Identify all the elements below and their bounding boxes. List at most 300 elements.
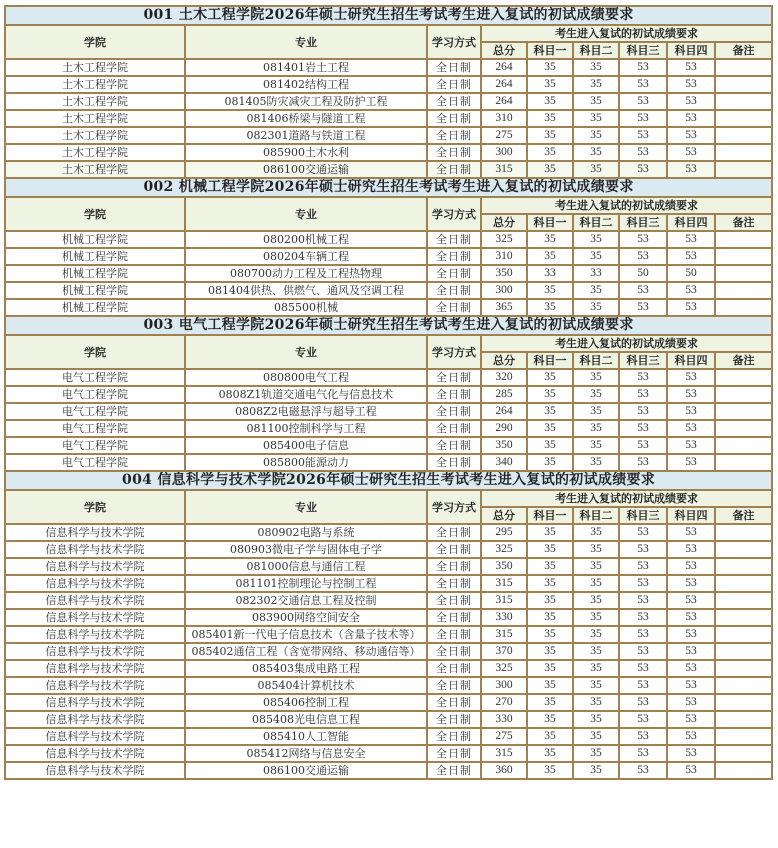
table-row [5,265,772,282]
cell-subject2: 35 [573,420,619,437]
cell-subject3: 53 [619,711,667,728]
cell-college: 土木工程学院 [5,144,185,161]
cell-subject3: 53 [619,93,667,110]
table-row [5,745,772,762]
cell-college: 土木工程学院 [5,110,185,127]
col-header-college: 学院 [5,335,185,369]
table-row [5,609,772,626]
cell-study-mode: 全日制 [427,694,481,711]
cell-remark [715,643,772,660]
cell-study-mode: 全日制 [427,76,481,93]
cell-study-mode: 全日制 [427,403,481,420]
cell-major: 0808Z2电磁悬浮与超导工程 [185,403,427,420]
cell-total: 310 [481,110,527,127]
cell-subject2: 35 [573,127,619,144]
cell-college: 信息科学与技术学院 [5,711,185,728]
cell-subject4: 53 [667,144,715,161]
cell-total: 330 [481,711,527,728]
col-header-remark: 备注 [715,352,772,369]
cell-total: 325 [481,660,527,677]
table-row [5,231,772,248]
cell-subject4: 53 [667,403,715,420]
cell-major: 080200机械工程 [185,231,427,248]
cell-subject1: 35 [527,643,573,660]
cell-subject1: 35 [527,369,573,386]
cell-remark [715,248,772,265]
cell-subject3: 53 [619,59,667,76]
cell-remark [715,369,772,386]
cell-remark [715,728,772,745]
col-header-subject2: 科目二 [573,507,619,524]
cell-subject3: 53 [619,558,667,575]
cell-major: 081101控制理论与控制工程 [185,575,427,592]
cell-subject4: 53 [667,558,715,575]
cell-subject2: 35 [573,231,619,248]
cell-subject4: 53 [667,728,715,745]
cell-total: 320 [481,369,527,386]
cell-major: 081404供热、供燃气、通风及空调工程 [185,282,427,299]
cell-subject4: 53 [667,745,715,762]
cell-subject3: 53 [619,677,667,694]
cell-total: 315 [481,592,527,609]
cell-total: 365 [481,299,527,316]
cell-study-mode: 全日制 [427,677,481,694]
col-header-total: 总分 [481,352,527,369]
cell-subject4: 53 [667,127,715,144]
cell-subject1: 35 [527,745,573,762]
cell-total: 270 [481,694,527,711]
cell-total: 295 [481,524,527,541]
cell-college: 土木工程学院 [5,161,185,178]
col-header-study-mode: 学习方式 [427,25,481,59]
cell-remark [715,541,772,558]
cell-subject1: 35 [527,282,573,299]
cell-subject3: 53 [619,299,667,316]
cell-total: 300 [481,677,527,694]
col-header-subject3: 科目三 [619,42,667,59]
cell-subject3: 53 [619,643,667,660]
cell-subject1: 35 [527,677,573,694]
cell-remark [715,282,772,299]
cell-college: 信息科学与技术学院 [5,660,185,677]
cell-major: 080204车辆工程 [185,248,427,265]
cell-subject1: 35 [527,541,573,558]
cell-study-mode: 全日制 [427,299,481,316]
cell-major: 081000信息与通信工程 [185,558,427,575]
cell-remark [715,677,772,694]
cell-total: 264 [481,93,527,110]
cell-total: 300 [481,144,527,161]
cell-college: 信息科学与技术学院 [5,558,185,575]
cell-subject4: 53 [667,643,715,660]
cell-subject1: 35 [527,76,573,93]
cell-major: 085406控制工程 [185,694,427,711]
cell-remark [715,660,772,677]
cell-study-mode: 全日制 [427,728,481,745]
cell-college: 机械工程学院 [5,265,185,282]
cell-college: 电气工程学院 [5,386,185,403]
cell-subject2: 35 [573,541,619,558]
cell-college: 机械工程学院 [5,299,185,316]
cell-subject3: 50 [619,265,667,282]
cell-subject3: 53 [619,369,667,386]
cell-subject3: 53 [619,437,667,454]
cell-college: 信息科学与技术学院 [5,677,185,694]
cell-subject4: 53 [667,386,715,403]
cell-subject3: 53 [619,728,667,745]
cell-subject1: 33 [527,265,573,282]
col-header-subject1: 科目一 [527,42,573,59]
score-requirements-document [4,5,771,780]
cell-college: 机械工程学院 [5,231,185,248]
cell-study-mode: 全日制 [427,524,481,541]
table-row [5,660,772,677]
col-header-subject4: 科目四 [667,42,715,59]
cell-remark [715,420,772,437]
cell-remark [715,592,772,609]
cell-subject1: 35 [527,420,573,437]
col-header-subject2: 科目二 [573,214,619,231]
cell-major: 081402结构工程 [185,76,427,93]
cell-subject4: 53 [667,454,715,471]
table-row [5,677,772,694]
col-header-college: 学院 [5,25,185,59]
cell-major: 086100交通运输 [185,762,427,779]
table-row [5,127,772,144]
cell-college: 电气工程学院 [5,369,185,386]
table-row [5,454,772,471]
cell-study-mode: 全日制 [427,745,481,762]
cell-subject2: 35 [573,626,619,643]
cell-subject4: 53 [667,762,715,779]
cell-subject2: 35 [573,76,619,93]
table-row [5,144,772,161]
cell-subject3: 53 [619,127,667,144]
table-row [5,728,772,745]
table-row [5,711,772,728]
cell-subject2: 33 [573,265,619,282]
cell-remark [715,694,772,711]
header-row-1 [5,197,772,214]
table-row [5,299,772,316]
cell-study-mode: 全日制 [427,711,481,728]
cell-major: 0808Z1轨道交通电气化与信息技术 [185,386,427,403]
table-row [5,76,772,93]
cell-subject4: 53 [667,694,715,711]
col-header-total: 总分 [481,42,527,59]
cell-subject1: 35 [527,524,573,541]
col-header-total: 总分 [481,214,527,231]
cell-subject2: 35 [573,677,619,694]
col-header-requirement-group: 考生进入复试的初试成绩要求 [481,25,772,42]
table-row [5,403,772,420]
col-header-major: 专业 [185,335,427,369]
cell-subject4: 53 [667,711,715,728]
cell-remark [715,93,772,110]
col-header-major: 专业 [185,25,427,59]
table-row [5,643,772,660]
cell-college: 信息科学与技术学院 [5,626,185,643]
cell-subject2: 35 [573,161,619,178]
cell-subject3: 53 [619,592,667,609]
cell-subject4: 53 [667,677,715,694]
cell-major: 085401新一代电子信息技术（含量子技术等） [185,626,427,643]
cell-study-mode: 全日制 [427,437,481,454]
cell-subject1: 35 [527,403,573,420]
cell-major: 085500机械 [185,299,427,316]
cell-subject2: 35 [573,282,619,299]
cell-subject4: 53 [667,299,715,316]
cell-subject3: 53 [619,144,667,161]
cell-total: 370 [481,643,527,660]
cell-subject1: 35 [527,711,573,728]
col-header-college: 学院 [5,197,185,231]
cell-total: 360 [481,762,527,779]
col-header-subject3: 科目三 [619,352,667,369]
cell-subject3: 53 [619,660,667,677]
col-header-study-mode: 学习方式 [427,335,481,369]
cell-major: 082301道路与铁道工程 [185,127,427,144]
col-header-subject3: 科目三 [619,214,667,231]
col-header-subject1: 科目一 [527,352,573,369]
cell-remark [715,299,772,316]
cell-subject3: 53 [619,231,667,248]
cell-major: 085408光电信息工程 [185,711,427,728]
cell-study-mode: 全日制 [427,59,481,76]
section-title: 002 机械工程学院2026年硕士研究生招生考试考生进入复试的初试成绩要求 [5,178,772,197]
col-header-subject2: 科目二 [573,352,619,369]
cell-subject4: 53 [667,231,715,248]
cell-college: 信息科学与技术学院 [5,694,185,711]
cell-major: 080700动力工程及工程热物理 [185,265,427,282]
cell-study-mode: 全日制 [427,575,481,592]
table-row [5,386,772,403]
cell-subject3: 53 [619,541,667,558]
cell-college: 信息科学与技术学院 [5,728,185,745]
cell-major: 085403集成电路工程 [185,660,427,677]
cell-major: 085900土木水利 [185,144,427,161]
cell-subject2: 35 [573,762,619,779]
cell-college: 机械工程学院 [5,248,185,265]
cell-subject3: 53 [619,403,667,420]
cell-subject3: 53 [619,575,667,592]
header-row-1 [5,335,772,352]
col-header-subject1: 科目一 [527,507,573,524]
cell-college: 电气工程学院 [5,454,185,471]
cell-subject3: 53 [619,745,667,762]
col-header-major: 专业 [185,490,427,524]
cell-study-mode: 全日制 [427,231,481,248]
cell-subject2: 35 [573,299,619,316]
cell-subject2: 35 [573,59,619,76]
section-title-row [5,316,772,335]
table-row [5,524,772,541]
cell-major: 085800能源动力 [185,454,427,471]
cell-subject2: 35 [573,110,619,127]
cell-study-mode: 全日制 [427,626,481,643]
cell-major: 085400电子信息 [185,437,427,454]
cell-subject4: 53 [667,93,715,110]
cell-subject3: 53 [619,524,667,541]
cell-subject2: 35 [573,369,619,386]
cell-subject4: 53 [667,575,715,592]
cell-study-mode: 全日制 [427,248,481,265]
cell-total: 350 [481,265,527,282]
cell-subject4: 53 [667,626,715,643]
cell-subject3: 53 [619,762,667,779]
cell-college: 土木工程学院 [5,76,185,93]
cell-subject2: 35 [573,745,619,762]
cell-college: 信息科学与技术学院 [5,541,185,558]
cell-college: 机械工程学院 [5,282,185,299]
cell-study-mode: 全日制 [427,369,481,386]
cell-total: 300 [481,282,527,299]
table-row [5,420,772,437]
section-title-row [5,6,772,25]
cell-total: 285 [481,386,527,403]
cell-subject2: 35 [573,454,619,471]
cell-subject1: 35 [527,660,573,677]
col-header-remark: 备注 [715,42,772,59]
cell-subject2: 35 [573,437,619,454]
cell-subject4: 53 [667,660,715,677]
cell-remark [715,403,772,420]
cell-total: 264 [481,76,527,93]
cell-study-mode: 全日制 [427,541,481,558]
cell-subject4: 53 [667,369,715,386]
col-header-study-mode: 学习方式 [427,197,481,231]
col-header-major: 专业 [185,197,427,231]
cell-remark [715,626,772,643]
cell-major: 081405防灾减灾工程及防护工程 [185,93,427,110]
cell-subject3: 53 [619,694,667,711]
cell-subject2: 35 [573,711,619,728]
cell-subject2: 35 [573,558,619,575]
cell-subject3: 53 [619,420,667,437]
cell-subject4: 53 [667,437,715,454]
cell-subject2: 35 [573,643,619,660]
cell-subject2: 35 [573,524,619,541]
cell-total: 315 [481,626,527,643]
cell-subject1: 35 [527,386,573,403]
cell-remark [715,76,772,93]
cell-subject1: 35 [527,299,573,316]
cell-subject3: 53 [619,248,667,265]
cell-subject2: 35 [573,575,619,592]
cell-remark [715,231,772,248]
cell-subject1: 35 [527,161,573,178]
cell-remark [715,711,772,728]
cell-study-mode: 全日制 [427,386,481,403]
cell-study-mode: 全日制 [427,161,481,178]
col-header-subject4: 科目四 [667,507,715,524]
cell-subject4: 50 [667,265,715,282]
col-header-requirement-group: 考生进入复试的初试成绩要求 [481,335,772,352]
cell-subject1: 35 [527,231,573,248]
cell-total: 325 [481,231,527,248]
cell-remark [715,110,772,127]
cell-subject2: 35 [573,248,619,265]
table-row [5,369,772,386]
cell-study-mode: 全日制 [427,643,481,660]
cell-subject2: 35 [573,144,619,161]
cell-subject2: 35 [573,609,619,626]
cell-total: 315 [481,161,527,178]
cell-study-mode: 全日制 [427,454,481,471]
cell-subject1: 35 [527,127,573,144]
col-header-subject4: 科目四 [667,214,715,231]
cell-remark [715,558,772,575]
cell-subject2: 35 [573,694,619,711]
cell-subject1: 35 [527,454,573,471]
cell-remark [715,161,772,178]
cell-subject1: 35 [527,93,573,110]
cell-subject1: 35 [527,110,573,127]
cell-study-mode: 全日制 [427,265,481,282]
cell-college: 电气工程学院 [5,403,185,420]
cell-subject1: 35 [527,609,573,626]
cell-study-mode: 全日制 [427,110,481,127]
cell-college: 信息科学与技术学院 [5,643,185,660]
cell-total: 315 [481,745,527,762]
table-row [5,59,772,76]
cell-subject4: 53 [667,59,715,76]
col-header-requirement-group: 考生进入复试的初试成绩要求 [481,490,772,507]
cell-subject4: 53 [667,420,715,437]
cell-subject2: 35 [573,403,619,420]
cell-study-mode: 全日制 [427,609,481,626]
cell-major: 081406桥梁与隧道工程 [185,110,427,127]
cell-subject3: 53 [619,76,667,93]
header-row-1 [5,25,772,42]
col-header-subject3: 科目三 [619,507,667,524]
cell-total: 290 [481,420,527,437]
col-header-subject2: 科目二 [573,42,619,59]
cell-study-mode: 全日制 [427,144,481,161]
col-header-subject4: 科目四 [667,352,715,369]
cell-study-mode: 全日制 [427,592,481,609]
cell-total: 275 [481,127,527,144]
section-title-row [5,178,772,197]
cell-subject3: 53 [619,110,667,127]
cell-subject3: 53 [619,386,667,403]
cell-subject1: 35 [527,626,573,643]
cell-major: 085412网络与信息安全 [185,745,427,762]
table-row [5,626,772,643]
cell-subject1: 35 [527,592,573,609]
cell-total: 350 [481,437,527,454]
cell-subject2: 35 [573,728,619,745]
cell-college: 电气工程学院 [5,437,185,454]
cell-college: 信息科学与技术学院 [5,575,185,592]
cell-subject1: 35 [527,144,573,161]
cell-study-mode: 全日制 [427,127,481,144]
section-title: 001 土木工程学院2026年硕士研究生招生考试考生进入复试的初试成绩要求 [5,6,772,25]
table-row [5,282,772,299]
table-row [5,110,772,127]
table-row [5,541,772,558]
section-title: 004 信息科学与技术学院2026年硕士研究生招生考试考生进入复试的初试成绩要求 [5,471,772,490]
cell-college: 信息科学与技术学院 [5,745,185,762]
cell-subject1: 35 [527,558,573,575]
cell-subject4: 53 [667,541,715,558]
cell-subject4: 53 [667,76,715,93]
cell-major: 083900网络空间安全 [185,609,427,626]
cell-college: 电气工程学院 [5,420,185,437]
col-header-total: 总分 [481,507,527,524]
table-row [5,437,772,454]
cell-study-mode: 全日制 [427,762,481,779]
